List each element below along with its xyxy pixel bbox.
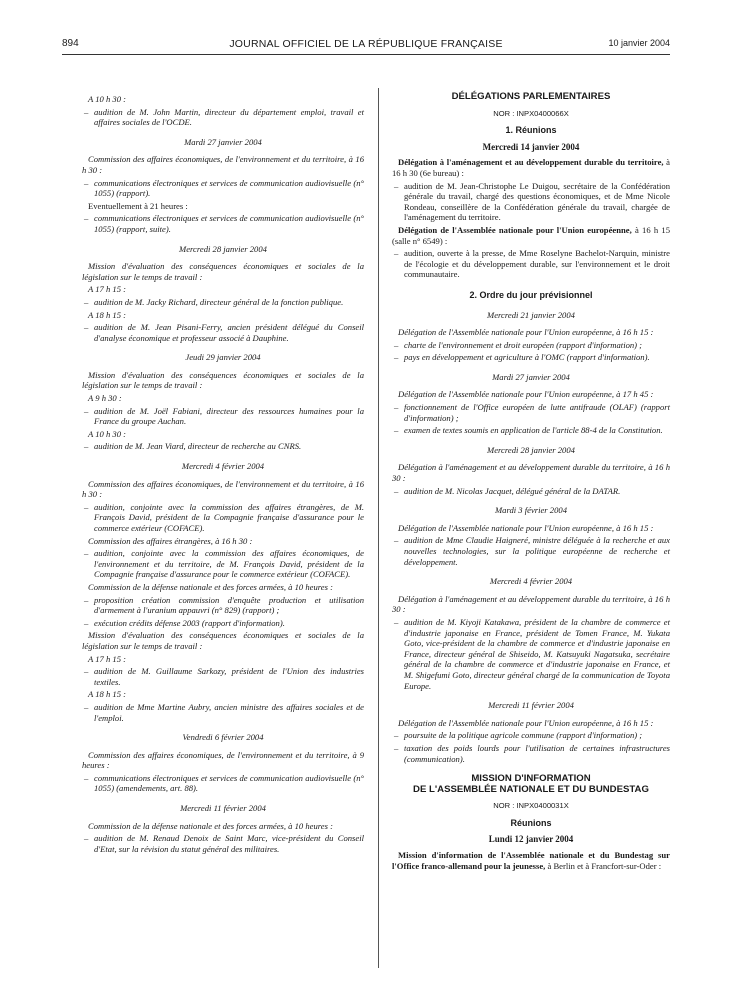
agenda-item: – pays en développement et agriculture à l'OMC (rapport d'information). <box>392 352 670 363</box>
agenda-item: – audition de M. Joël Fabiani, directeur des ressources humaines pour la France du groupe Auchan. <box>82 406 364 427</box>
nor-reference: NOR : INPX0400031X <box>493 801 569 811</box>
nor-reference: NOR : INPX0400066X <box>493 108 569 118</box>
time-label: A 17 h 15 : <box>88 653 127 664</box>
agenda-item: – poursuite de la politique agricole commune (rapport d'information) ; <box>392 730 670 741</box>
body-paragraph: Délégation de l'Assemblée nationale pour l'Union européenne, à 16 h 15 : <box>398 717 654 728</box>
body-paragraph: Mission d'évaluation des conséquences économiques et sociales de la législation sur le temps de travail : <box>82 261 364 282</box>
date-heading: Mardi 27 janvier 2004 <box>184 136 262 147</box>
date-heading: Mercredi 28 janvier 2004 <box>487 444 575 455</box>
agenda-item: – audition, ouverte à la presse, de Mme Roselyne Bachelot-Narquin, ministre de l'écologie et du développement durable, sur l'environnement et le droit communautaire. <box>392 248 670 280</box>
page-number: 894 <box>62 38 79 49</box>
body-paragraph: Délégation de l'Assemblée nationale pour l'Union européenne, à 16 h 15 : <box>398 522 654 533</box>
journal-title: JOURNAL OFFICIEL DE LA RÉPUBLIQUE FRANÇAISE <box>229 38 503 50</box>
body-paragraph: Eventuellement à 21 heures : <box>88 200 188 211</box>
agenda-item: – communications électroniques et services de communication audiovisuelle (n° 1055) (amendements, art. 88). <box>82 773 364 794</box>
date-heading: Mercredi 11 février 2004 <box>180 803 266 814</box>
agenda-item: – exécution crédits défense 2003 (rapport d'information). <box>82 618 364 629</box>
section-title: DÉLÉGATIONS PARLEMENTAIRES <box>451 91 611 102</box>
agenda-item: – audition de M. Nicolas Jacquet, délégué général de la DATAR. <box>392 486 670 497</box>
agenda-item: – audition de Mme Martine Aubry, ancien ministre des affaires sociales et de l'emploi. <box>82 702 364 723</box>
agenda-item: – audition de M. Guillaume Sarkozy, président de l'Union des industries textiles. <box>82 666 364 687</box>
body-bold: Mission d'information de l'Assemblée nationale et du Bundestag sur l'Office franco-allemand pour la jeunesse, <box>392 850 670 871</box>
date-heading: Mercredi 21 janvier 2004 <box>487 309 575 320</box>
subsection-title: 1. Réunions <box>505 125 557 136</box>
agenda-item: – audition de M. Jean Viard, directeur de recherche au CNRS. <box>82 441 364 452</box>
agenda-item: – audition de Mme Claudie Haigneré, ministre déléguée à la recherche et aux nouvelles technologies, sur la politique européenne de recherche et développement. <box>392 535 670 567</box>
agenda-item: – audition de M. Jean-Christophe Le Duigou, secrétaire de la Confédération générale du travail, chargé des questions économiques, et de Mme Nicole Rondeau, conseillère de la Confédération générale du travail, chargée de l'aménagement du territoire. <box>392 181 670 223</box>
header-rule <box>62 54 670 55</box>
body-paragraph: Mission d'évaluation des conséquences économiques et sociales de la législation sur le temps de travail : <box>82 630 364 651</box>
time-label: A 18 h 15 : <box>88 689 127 700</box>
time-label: A 17 h 15 : <box>88 284 127 295</box>
body-paragraph: Commission de la défense nationale et des forces armées, à 10 heures : <box>88 820 333 831</box>
left-column <box>82 92 364 856</box>
date-heading: Mercredi 11 février 2004 <box>488 700 574 711</box>
time-label: A 9 h 30 : <box>88 393 122 404</box>
time-label: A 10 h 30 : <box>88 94 127 104</box>
section-title-line1: MISSION D'INFORMATION <box>471 773 591 785</box>
agenda-item: – audition de M. Jean Pisani-Ferry, ancien président délégué du Conseil d'analyse économique et professeur associé à Dauphine. <box>82 322 364 343</box>
date-heading: Mardi 3 février 2004 <box>494 505 567 516</box>
agenda-item: – fonctionnement de l'Office européen de lutte antifraude (OLAF) (rapport d'information) ; <box>392 402 670 423</box>
body-paragraph: Commission des affaires étrangères, à 16 h 30 : <box>88 535 253 546</box>
agenda-item: – charte de l'environnement et droit européen (rapport d'information) ; <box>392 340 670 351</box>
body-paragraph: Délégation à l'aménagement et au développement durable du territoire, à 16 h 30 : <box>392 593 670 615</box>
date-heading: Mercredi 4 février 2004 <box>489 576 573 587</box>
body-paragraph: Commission de la défense nationale et des forces armées, à 10 heures : <box>88 581 333 592</box>
agenda-item: – taxation des poids lourds pour l'utilisation de certaines infrastructures (communication). <box>392 743 670 764</box>
body-rest: à Berlin et à Francfort-sur-Oder : <box>545 860 662 871</box>
body-paragraph: Mission d'évaluation des conséquences économiques et sociales de la législation sur le temps de travail : <box>82 369 364 391</box>
body-bold: Délégation de l'Assemblée nationale pour l'Union européenne, <box>398 224 632 235</box>
meeting-day: Mercredi 14 janvier 2004 <box>482 141 580 152</box>
date-heading: Mercredi 4 février 2004 <box>181 461 265 472</box>
body-bold: Délégation à l'aménagement et au développement durable du territoire, <box>398 157 664 168</box>
column-divider <box>378 88 379 968</box>
body-paragraph: Commission des affaires économiques, de l'environnement et du territoire, à 16 h 30 : <box>82 478 364 500</box>
subsection-title: 2. Ordre du jour prévisionnel <box>469 289 593 300</box>
body-paragraph: Commission des affaires économiques, de l'environnement et du territoire, à 9 heures : <box>82 749 364 771</box>
agenda-item: – audition de M. Renaud Denoix de Saint Marc, vice-président du Conseil d'Etat, sur la révision du statut général des militaires. <box>82 833 364 854</box>
time-label: A 10 h 30 : <box>88 428 127 439</box>
body-paragraph: Délégation de l'Assemblée nationale pour l'Union européenne, à 17 h 45 : <box>398 389 654 400</box>
page-header <box>62 38 670 54</box>
agenda-item: – proposition création commission d'enquête production et utilisation d'armement à l'uranium appauvri (n° 829) (rapport) ; <box>82 595 364 616</box>
section-title-line2: DE L'ASSEMBLÉE NATIONALE ET DU BUNDESTAG <box>413 783 649 795</box>
date-heading: Jeudi 29 janvier 2004 <box>185 352 261 363</box>
time-label: A 18 h 15 : <box>88 309 127 320</box>
agenda-item: – audition de M. Kiyoji Katakawa, président de la chambre de commerce et d'industrie japonaise en France, président de Tomen France, M. Yukata Goto, vice-président de la chambre de commerce et d'industrie japonaise en France, directeur général de Shiseido, M. Katsuyuki Nagatsuka, secrétaire général de la chambre de commerce et d'industrie japonaise en France, et M. Shigefumi Goto, directeur général chargé de la communication de Toyota Europe. <box>392 617 670 691</box>
agenda-item: – audition, conjointe avec la commission des affaires économiques, de l'environnement et du territoire, de M. François David, président de la Compagnie française d'assurance pour le commerce extérieur (COFACE). <box>82 548 364 580</box>
body-paragraph <box>392 225 670 246</box>
agenda-item: – audition de M. Jacky Richard, directeur général de la fonction publique. <box>82 297 364 308</box>
agenda-item: – examen de textes soumis en application de l'article 88-4 de la Constitution. <box>392 425 670 436</box>
body-paragraph: Délégation à l'aménagement et au développement durable du territoire, à 16 h 30 : <box>392 462 670 484</box>
body-paragraph: Commission des affaires économiques, de l'environnement et du territoire, à 16 h 30 : <box>82 154 364 175</box>
agenda-item: – communications électroniques et services de communication audiovisuelle (n° 1055) (rapport). <box>82 178 364 199</box>
body-rest: à 16 h 15 (salle n° 6549) : <box>392 224 670 246</box>
issue-date: 10 janvier 2004 <box>608 38 670 48</box>
right-column <box>392 92 670 873</box>
body-paragraph <box>392 157 670 178</box>
body-paragraph <box>392 850 670 871</box>
agenda-item: – communications électroniques et services de communication audiovisuelle (n° 1055) (rapport, suite). <box>82 213 364 234</box>
meeting-day: Lundi 12 janvier 2004 <box>488 834 574 845</box>
date-heading: Vendredi 6 février 2004 <box>182 732 264 743</box>
date-heading: Mercredi 28 janvier 2004 <box>179 243 267 254</box>
agenda-item: – audition, conjointe avec la commission des affaires étrangères, de M. François David, président de la Compagnie française d'assurance pour le commerce extérieur (COFACE). <box>82 502 364 534</box>
body-rest: à 16 h 30 (6e bureau) : <box>392 157 670 178</box>
body-paragraph: Délégation de l'Assemblée nationale pour l'Union européenne, à 16 h 15 : <box>398 327 654 338</box>
date-heading: Mardi 27 janvier 2004 <box>492 371 570 382</box>
subsection-title: Réunions <box>510 817 552 828</box>
agenda-item: – audition de M. John Martin, directeur du département emploi, travail et affaires sociales de l'OCDE. <box>82 107 364 128</box>
